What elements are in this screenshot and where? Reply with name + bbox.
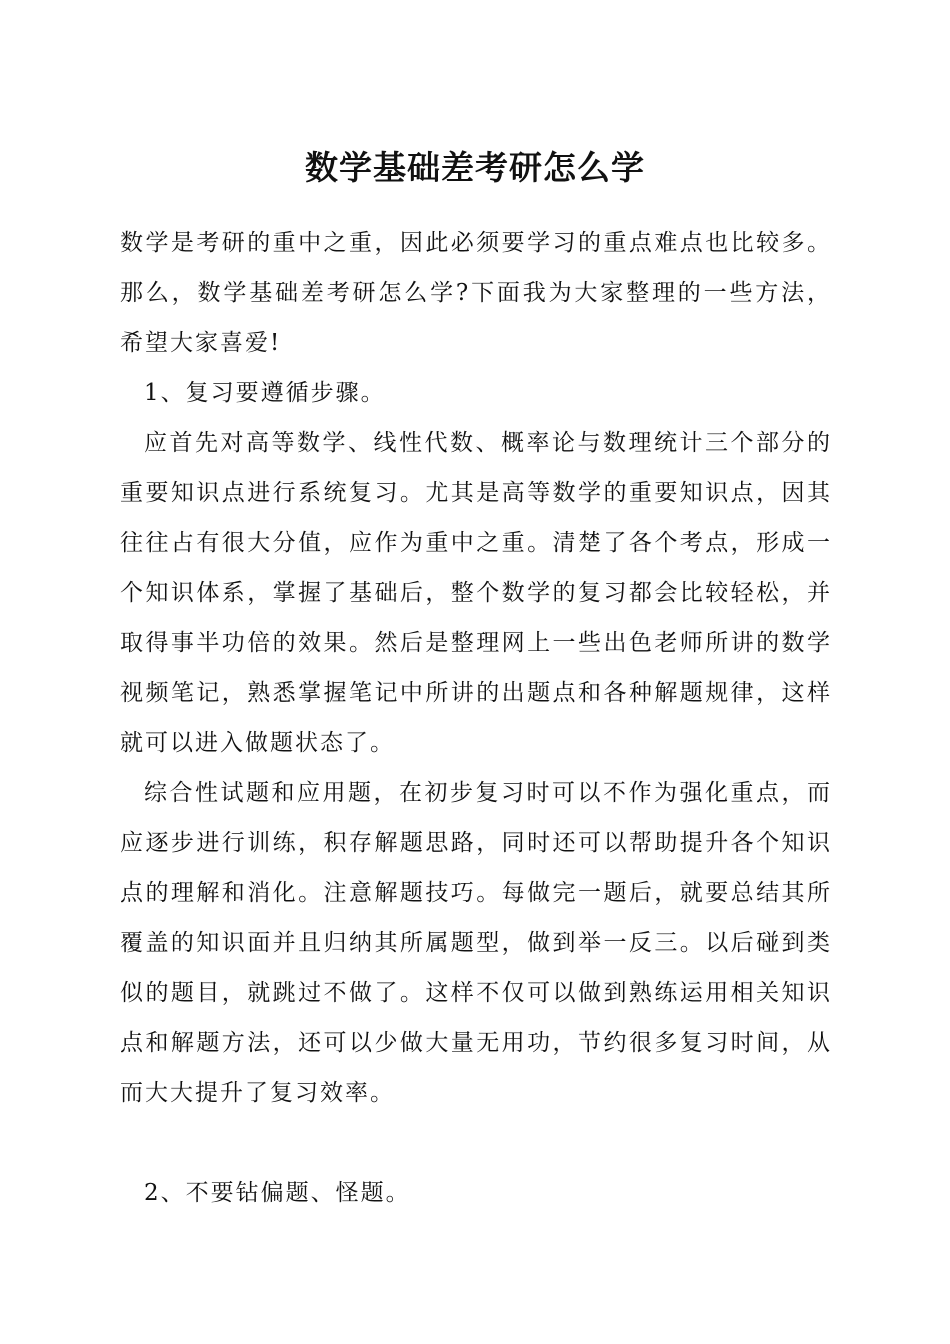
document-body <box>120 218 832 1218</box>
body-paragraph: 应首先对高等数学、线性代数、概率论与数理统计三个部分的重要知识点进行系统复习。尤其是高等数学的重要知识点，因其往往占有很大分值，应作为重中之重。清楚了各个考点，形成一个知识体系，掌握了基础后，整个数学的复习都会比较轻松，并取得事半功倍的效果。然后是整理网上一些出色老师所讲的数学视频笔记，熟悉掌握笔记中所讲的出题点和各种解题规律，这样就可以进入做题状态了。 <box>120 430 832 756</box>
intro-paragraph: 数学是考研的重中之重，因此必须要学习的重点难点也比较多。那么，数学基础差考研怎么学?下面我为大家整理的一些方法，希望大家喜爱! <box>120 230 832 356</box>
section-heading-1: 1、复习要遵循步骤。 <box>144 380 386 406</box>
body-paragraph: 综合性试题和应用题，在初步复习时可以不作为强化重点，而应逐步进行训练，积存解题思路，同时还可以帮助提升各个知识点的理解和消化。注意解题技巧。每做完一题后，就要总结其所覆盖的知识面并且归纳其所属题型，做到举一反三。以后碰到类似的题目，就跳过不做了。这样不仅可以做到熟练运用相关知识点和解题方法，还可以少做大量无用功，节约很多复习时间，从而大大提升了复习效率。 <box>120 780 832 1106</box>
paragraph-spacer <box>120 1118 832 1168</box>
section-heading-2: 2、不要钻偏题、怪题。 <box>144 1180 411 1206</box>
document-title: 数学基础差考研怎么学 <box>305 148 645 187</box>
